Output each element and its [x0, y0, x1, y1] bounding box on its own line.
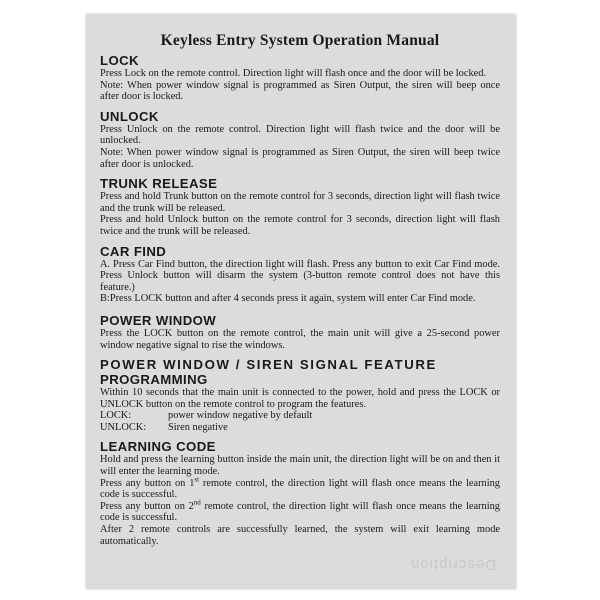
learning-p3-ordinal: nd [193, 498, 201, 507]
learning-paragraph-3 [100, 498, 500, 524]
trunk-paragraph-1: Press and hold Trunk button on the remote control for 3 seconds, direction light will flash twice and the trunk will be released. [100, 191, 500, 214]
programming-lock-key: LOCK: [100, 410, 132, 422]
section-programming [100, 357, 500, 433]
learning-p2-start: Press any button on 1 [100, 477, 195, 489]
trunk-paragraph-2: Press and hold Unlock button on the remote control for 3 seconds, direction light will flash twice and the trunk will be released. [100, 214, 500, 237]
show-through-watermark: Description [409, 556, 496, 573]
lock-paragraph-1: Press Lock on the remote control. Direction light will flash once and the door will be locked. [100, 68, 487, 79]
document-title: Keyless Entry System Operation Manual [160, 32, 440, 49]
section-trunk-release [100, 176, 500, 237]
section-power-window [100, 313, 500, 351]
programming-lock-value: power window negative by default [168, 410, 313, 422]
section-learning-code [100, 439, 500, 547]
programming-unlock-value: Siren negative [168, 421, 228, 433]
heading-car-find: CAR FIND [100, 243, 167, 259]
heading-programming-line-2: PROGRAMMING [100, 372, 208, 388]
car-find-paragraph-b: B:Press LOCK button and after 4 seconds press it again, system will enter Car Find mode. [100, 293, 476, 305]
programming-unlock-key: UNLOCK: [100, 421, 147, 433]
learning-p3-start: Press any button on 2 [100, 500, 194, 512]
learning-paragraph-4: After 2 remote controls are successfully learned, the system will exit learning mode automatically. [100, 524, 500, 547]
programming-paragraph: Within 10 seconds that the main unit is connected to the power, hold and press the LOCK or UNLOCK button on the remote control to program the features. [100, 387, 500, 410]
heading-trunk-release: TRUNK RELEASE [100, 176, 218, 192]
heading-lock: LOCK [100, 53, 139, 68]
heading-learning-code: LEARNING CODE [100, 439, 216, 455]
learning-paragraph-1: Hold and press the learning button inside the main unit, the direction light will be on and then it will enter the learning mode. [100, 454, 500, 478]
section-unlock [100, 109, 500, 170]
heading-power-window: POWER WINDOW [100, 312, 217, 328]
manual-page [86, 14, 516, 589]
heading-unlock: UNLOCK [100, 108, 159, 124]
unlock-paragraph-1: Press Unlock on the remote control. Direction light will flash twice and the door will be unlocked. [100, 123, 500, 147]
learning-p2-end: remote control, the direction light will flash once means the learning code is successful. [100, 477, 500, 501]
lock-note: Note: When power window signal is programmed as Siren Output, the siren will beep once after door is locked. [100, 79, 500, 103]
programming-lock-row [100, 410, 500, 422]
section-lock [100, 53, 500, 103]
manual-content [100, 32, 500, 553]
section-car-find [100, 244, 500, 305]
power-window-paragraph: Press the LOCK button on the remote control, the main unit will give a 25-second power window negative signal to rise the windows. [100, 327, 500, 351]
programming-unlock-row [100, 422, 500, 434]
car-find-paragraph-a: A. Press Car Find button, the direction light will flash. Press any button to exit Car Find mode. Press Unlock button will disarm the system (3-button remote control does not have this feature.) [100, 258, 500, 293]
unlock-note: Note: When power window signal is programmed as Siren Output, the siren will beep twice after door is unlocked. [100, 146, 500, 170]
learning-p3-end: remote control, the direction light will flash once means the learning code is successful. [100, 500, 500, 524]
learning-paragraph-2 [100, 475, 500, 501]
heading-programming-line-1: POWER WINDOW / SIREN SIGNAL FEATURE [100, 357, 437, 373]
learning-p2-ordinal: st [194, 475, 200, 484]
